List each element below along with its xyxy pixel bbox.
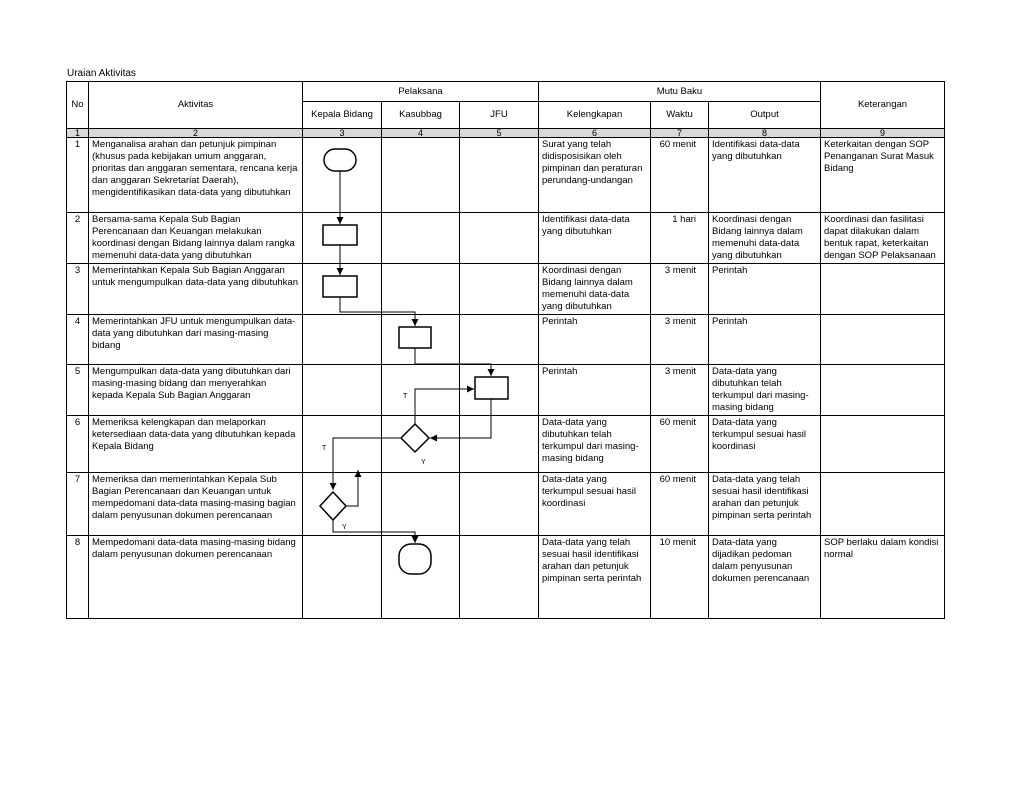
- label-t-kasubbag: T: [403, 393, 408, 400]
- waktu-cell: 60 menit: [651, 416, 709, 473]
- header-pelaksana: Pelaksana: [303, 82, 539, 102]
- column-number: 4: [382, 129, 460, 138]
- aktivitas-cell: Memerintahkan Kepala Sub Bagian Anggaran untuk mengumpulkan data-data yang dibutuhkan: [89, 264, 303, 315]
- column-number: 2: [89, 129, 303, 138]
- column-number: 8: [709, 129, 821, 138]
- lane-kepala-bidang: [303, 365, 382, 416]
- lane-jfu: [460, 416, 539, 473]
- column-number: 6: [539, 129, 651, 138]
- kelengkapan-cell: Perintah: [539, 315, 651, 365]
- lane-kepala-bidang: [303, 213, 382, 264]
- waktu-cell: 60 menit: [651, 473, 709, 536]
- header-mutu-baku: Mutu Baku: [539, 82, 821, 102]
- row-number: 2: [67, 213, 89, 264]
- keterangan-cell: SOP berlaku dalam kondisi normal: [821, 536, 945, 619]
- lane-jfu: [460, 315, 539, 365]
- label-y-kepala-bidang: Y: [342, 524, 347, 531]
- label-t-kepala-bidang: T: [322, 445, 327, 452]
- output-cell: Koordinasi dengan Bidang lainnya dalam memenuhi data-data yang dibutuhkan: [709, 213, 821, 264]
- keterangan-cell: [821, 416, 945, 473]
- table-row: [67, 365, 945, 416]
- keterangan-cell: Keterkaitan dengan SOP Penanganan Surat Masuk Bidang: [821, 138, 945, 213]
- sop-table: [66, 81, 945, 619]
- header-kelengkapan: Kelengkapan: [539, 102, 651, 129]
- lane-jfu: [460, 536, 539, 619]
- table-row: [67, 416, 945, 473]
- lane-kasubbag: [382, 416, 460, 473]
- table-row: [67, 315, 945, 365]
- waktu-cell: 60 menit: [651, 138, 709, 213]
- lane-kepala-bidang: [303, 264, 382, 315]
- aktivitas-cell: Mengumpulkan data-data yang dibutuhkan dari masing-masing bidang dan menyerahkan kepada Kepala Sub Bagian Anggaran: [89, 365, 303, 416]
- lane-kepala-bidang: [303, 473, 382, 536]
- lane-jfu: [460, 365, 539, 416]
- header-jfu: JFU: [460, 102, 539, 129]
- table-row: [67, 264, 945, 315]
- waktu-cell: 3 menit: [651, 365, 709, 416]
- lane-kasubbag: [382, 536, 460, 619]
- column-number: 5: [460, 129, 539, 138]
- column-number: 9: [821, 129, 945, 138]
- kelengkapan-cell: Data-data yang terkumpul sesuai hasil koordinasi: [539, 473, 651, 536]
- column-number: 1: [67, 129, 89, 138]
- keterangan-cell: [821, 315, 945, 365]
- output-cell: Data-data yang terkumpul sesuai hasil koordinasi: [709, 416, 821, 473]
- column-number: 7: [651, 129, 709, 138]
- output-cell: Identifikasi data-data yang dibutuhkan: [709, 138, 821, 213]
- keterangan-cell: [821, 264, 945, 315]
- kelengkapan-cell: Surat yang telah didisposisikan oleh pimpinan dan peraturan perundang-undangan: [539, 138, 651, 213]
- aktivitas-cell: Menganalisa arahan dan petunjuk pimpinan (khusus pada kebijakan umum anggaran, prioritas dan anggaran sementara, rencana kerja dan anggaran Sekretariat Daerah), mengidentifikasikan data-data yang dibutuhkan: [89, 138, 303, 213]
- table-row: [67, 138, 945, 213]
- header-kasubbag: Kasubbag: [382, 102, 460, 129]
- caption-uraian-aktivitas: Uraian Aktivitas: [67, 68, 136, 79]
- lane-kasubbag: [382, 213, 460, 264]
- header-aktivitas: Aktivitas: [89, 82, 303, 129]
- lane-kasubbag: [382, 473, 460, 536]
- table-row: [67, 213, 945, 264]
- waktu-cell: 3 menit: [651, 315, 709, 365]
- lane-kepala-bidang: [303, 416, 382, 473]
- row-number: 7: [67, 473, 89, 536]
- keterangan-cell: [821, 365, 945, 416]
- lane-kasubbag: [382, 365, 460, 416]
- output-cell: Perintah: [709, 315, 821, 365]
- kelengkapan-cell: Data-data yang dibutuhkan telah terkumpul dari masing-masing bidang: [539, 416, 651, 473]
- header-keterangan: Keterangan: [821, 82, 945, 129]
- row-number: 5: [67, 365, 89, 416]
- output-cell: Data-data yang dibutuhkan telah terkumpul dari masing-masing bidang: [709, 365, 821, 416]
- output-cell: Perintah: [709, 264, 821, 315]
- waktu-cell: 3 menit: [651, 264, 709, 315]
- row-number: 1: [67, 138, 89, 213]
- waktu-cell: 10 menit: [651, 536, 709, 619]
- column-number: 3: [303, 129, 382, 138]
- lane-kasubbag: [382, 138, 460, 213]
- table-row: [67, 536, 945, 619]
- lane-jfu: [460, 213, 539, 264]
- header-no: No: [67, 82, 89, 129]
- row-number: 6: [67, 416, 89, 473]
- lane-kasubbag: [382, 264, 460, 315]
- header-waktu: Waktu: [651, 102, 709, 129]
- keterangan-cell: [821, 473, 945, 536]
- aktivitas-cell: Bersama-sama Kepala Sub Bagian Perencanaan dan Keuangan melakukan koordinasi dengan Bidang lainnya dalam rangka memenuhi data-data yang dibutuhkan: [89, 213, 303, 264]
- table-row: [67, 473, 945, 536]
- kelengkapan-cell: Perintah: [539, 365, 651, 416]
- lane-jfu: [460, 138, 539, 213]
- label-y-kasubbag: Y: [421, 459, 426, 466]
- kelengkapan-cell: Identifikasi data-data yang dibutuhkan: [539, 213, 651, 264]
- aktivitas-cell: Memeriksa dan memerintahkan Kepala Sub Bagian Perencanaan dan Keuangan untuk mempedomani data-data masing-masing bagian dalam penyusunan dokumen perencanaan: [89, 473, 303, 536]
- lane-jfu: [460, 473, 539, 536]
- header-output: Output: [709, 102, 821, 129]
- keterangan-cell: Koordinasi dan fasilitasi dapat dilakukan dalam bentuk rapat, keterkaitan dengan SOP Pelaksanaan: [821, 213, 945, 264]
- lane-kepala-bidang: [303, 315, 382, 365]
- lane-kepala-bidang: [303, 536, 382, 619]
- lane-kepala-bidang: [303, 138, 382, 213]
- lane-jfu: [460, 264, 539, 315]
- row-number: 8: [67, 536, 89, 619]
- kelengkapan-cell: Koordinasi dengan Bidang lainnya dalam memenuhi data-data yang dibutuhkan: [539, 264, 651, 315]
- header-kepala-bidang: Kepala Bidang: [303, 102, 382, 129]
- lane-kasubbag: [382, 315, 460, 365]
- kelengkapan-cell: Data-data yang telah sesuai hasil identifikasi arahan dan petunjuk pimpinan serta perintah: [539, 536, 651, 619]
- aktivitas-cell: Memeriksa kelengkapan dan melaporkan ketersediaan data-data yang dibutuhkan kepada Kepala Bidang: [89, 416, 303, 473]
- row-number: 3: [67, 264, 89, 315]
- aktivitas-cell: Memerintahkan JFU untuk mengumpulkan data-data yang dibutuhkan dari masing-masing bidang: [89, 315, 303, 365]
- output-cell: Data-data yang dijadikan pedoman dalam penyusunan dokumen perencanaan: [709, 536, 821, 619]
- row-number: 4: [67, 315, 89, 365]
- waktu-cell: 1 hari: [651, 213, 709, 264]
- aktivitas-cell: Mempedomani data-data masing-masing bidang dalam penyusunan dokumen perencanaan: [89, 536, 303, 619]
- output-cell: Data-data yang telah sesuai hasil identifikasi arahan dan petunjuk pimpinan serta perintah: [709, 473, 821, 536]
